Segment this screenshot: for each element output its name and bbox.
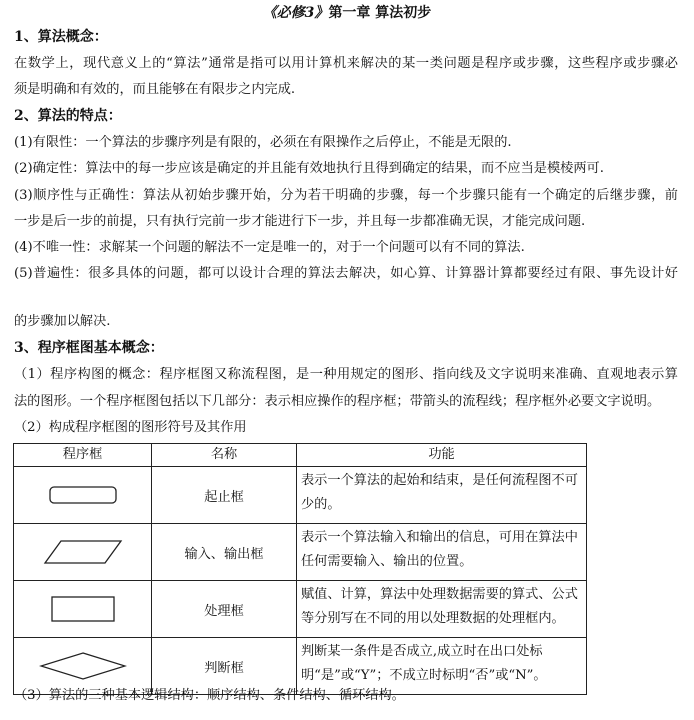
- diamond-icon: [39, 651, 127, 681]
- symbol-name: 起止框: [152, 467, 297, 524]
- flowchart-symbol-table: [13, 443, 587, 695]
- section-3-para-1-line-1: （1）程序构图的概念：程序框图又称流程图，是一种用规定的图形、指向线及文字说明来准确、直观地表示算: [14, 367, 678, 382]
- table-row: [14, 581, 587, 638]
- header-function: 功能: [297, 444, 587, 467]
- table-row: [14, 467, 587, 524]
- section-3-para-2: （2）构成程序框图的图形符号及其作用: [14, 420, 247, 435]
- feature-3-line-2: 一步是后一步的前提，只有执行完前一步才能进行下一步，并且每一步都准确无误，才能完成问题.: [14, 214, 586, 229]
- page-title: [0, 2, 694, 24]
- chapter-title: 第一章 算法初步: [328, 5, 432, 21]
- feature-1: (1)有限性：一个算法的步骤序列是有限的，必须在有限操作之后停止，不能是无限的.: [14, 135, 512, 150]
- symbol-function: 表示一个算法输入和输出的信息，可用在算法中任何需要输入、输出的位置。: [297, 524, 587, 581]
- rectangle-icon: [50, 594, 116, 624]
- feature-3-line-1: (3)顺序性与正确性：算法从初始步骤开始，分为若干明确的步骤，每一个步骤只能有一个确定的后继步骤，前: [14, 188, 678, 203]
- feature-4: (4)不唯一性：求解某一个问题的解法不一定是唯一的，对于一个问题可以有不同的算法.: [14, 240, 525, 255]
- section-1-heading: 1、算法概念：: [14, 29, 108, 45]
- rounded-rect-icon: [48, 483, 118, 507]
- section-1-line-1: 在数学上，现代意义上的“算法”通常是指可以用计算机来解决的某一类问题是程序或步骤，这些程序或步骤必: [14, 56, 678, 71]
- feature-2: (2)确定性：算法中的每一步应该是确定的并且能有效地执行且得到确定的结果，而不应当是模棱两可.: [14, 161, 604, 176]
- table-row: [14, 524, 587, 581]
- symbol-function: 判断某一条件是否成立,成立时在出口处标明“是”或“Y”；不成立时标明“否”或“N”。: [297, 638, 587, 695]
- symbol-name: 处理框: [152, 581, 297, 638]
- symbol-name: 判断框: [152, 638, 297, 695]
- parallelogram-icon: [43, 537, 123, 567]
- header-name: 名称: [152, 444, 297, 467]
- section-3-para-3: （3）算法的三种基本逻辑结构：顺序结构、条件结构、循环结构。: [14, 688, 405, 703]
- symbol-name: 输入、输出框: [152, 524, 297, 581]
- section-2-heading: 2、算法的特点：: [14, 108, 122, 124]
- process-symbol-cell: [14, 581, 152, 638]
- section-3-heading: 3、程序框图基本概念：: [14, 340, 164, 356]
- terminal-symbol-cell: [14, 467, 152, 524]
- header-shape: 程序框: [14, 444, 152, 467]
- io-symbol-cell: [14, 524, 152, 581]
- book-name: 《必修3》: [262, 5, 329, 21]
- symbol-function: 赋值、计算，算法中处理数据需要的算式、公式等分别写在不同的用以处理数据的处理框内。: [297, 581, 587, 638]
- section-3-para-1-line-2: 法的图形。一个程序框图包括以下几部分：表示相应操作的程序框；带箭头的流程线；程序框外必要文字说明。: [14, 394, 661, 409]
- feature-5-line-1: (5)普遍性：很多具体的问题，都可以设计合理的算法去解决，如心算、计算器计算都要经过有限、事先设计好: [14, 266, 678, 281]
- feature-5-line-2: 的步骤加以解决.: [14, 314, 111, 329]
- table-header-row: [14, 444, 587, 467]
- section-1-line-2: 须是明确和有效的，而且能够在有限步之内完成.: [14, 82, 296, 97]
- symbol-function: 表示一个算法的起始和结束，是任何流程图不可少的。: [297, 467, 587, 524]
